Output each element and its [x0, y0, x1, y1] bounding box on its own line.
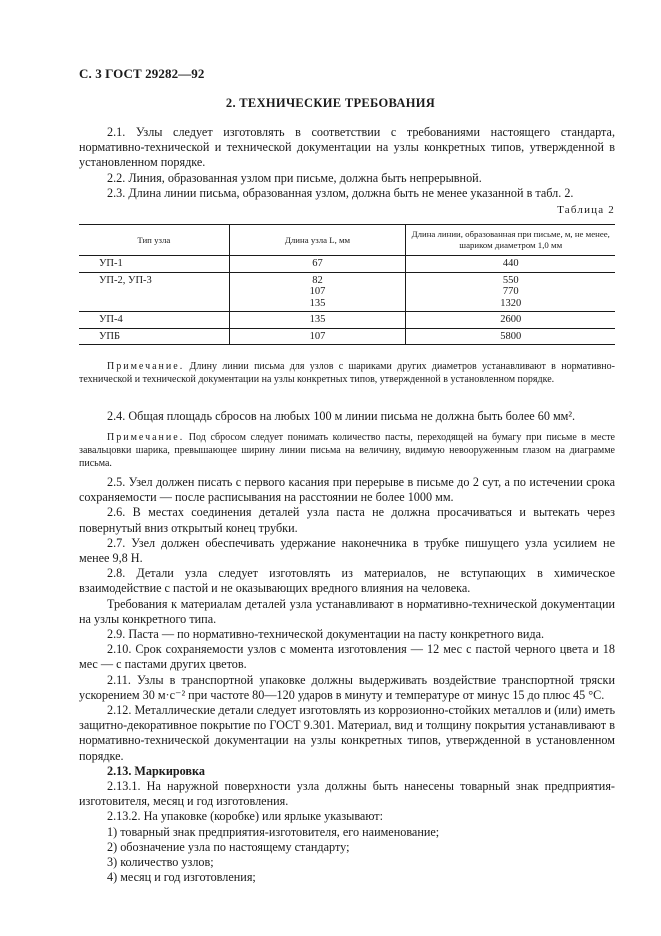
table-header-row [79, 225, 615, 256]
note-text: Под сбросом следует понимать количество пасты, переходящей на бумагу при письме в месте завальцовки шарика, превышающее ширину линии письма на величину, видимую невооруженным глазом на диаграмме письма. [79, 432, 615, 469]
clause-2-4: 2.4. Общая площадь сбросов на любых 100 м линии письма не должна быть более 60 мм². [107, 409, 576, 423]
cell-line [406, 272, 615, 312]
note-label: Примечание. [107, 361, 185, 372]
cell-type: УП-2, УП-3 [79, 272, 229, 312]
list-item: 4) месяц и год изготовления; [107, 870, 256, 885]
intro-paragraphs [79, 125, 615, 201]
clause-2-8-materials: Требования к материалам деталей узла устанавливают в нормативно-технической документации на узлы конкретного типа. [79, 596, 615, 626]
clause-2-5: 2.5. Узел должен писать с первого касания при перерыве в письме до 2 сут, а по истечении срока сохраняемости — после расписывания на расстоянии не более 1000 мм. [79, 475, 615, 505]
clause-2-9: 2.9. Паста — по нормативно-технической документации на пасту конкретного вида. [107, 627, 545, 642]
cell-line: 5800 [406, 328, 615, 345]
cell-type: УП-1 [99, 258, 123, 269]
line-value: 550 [502, 274, 519, 286]
clause-2-13-1: 2.13.1. На наружной поверхности узла должны быть нанесены товарный знак предприятия-изготовителя, месяц и год изготовления. [79, 779, 615, 809]
table-row [79, 272, 615, 312]
table-2 [79, 224, 615, 345]
header-length: Длина узла L, мм [229, 225, 406, 256]
clause-2-7: 2.7. Узел должен обеспечивать удержание наконечника в трубке пишущего узла усилием не менее 9,8 Н. [79, 535, 615, 566]
page-header: С. 3 ГОСТ 29282—92 [79, 66, 205, 81]
clause-2-13-2: 2.13.2. На упаковке (коробке) или ярлыке указывают: [107, 809, 384, 824]
cell-line: 2600 [406, 312, 615, 329]
line-value: 1320 [500, 297, 522, 309]
length-value: 82 [312, 274, 323, 286]
clause-2-6: 2.6. В местах соединения деталей узла паста не должна просачиваться и вытекать через повернутый вниз открытый конец трубки. [79, 505, 615, 535]
table-row [79, 328, 615, 345]
note-2 [79, 431, 615, 470]
cell-length: 135 [229, 312, 406, 329]
section-title: 2. ТЕХНИЧЕСКИЕ ТРЕБОВАНИЯ [225, 96, 436, 110]
clause-2-2: 2.2. Линия, образованная узлом при письме, должна быть непрерывной. [107, 170, 482, 185]
table-row [79, 256, 615, 273]
table-row [79, 312, 615, 329]
note-text: Длину линии письма для узлов с шариками других диаметров устанавливают в нормативно-технической и технической документации на узлы конкретных типов, утвержденной в установленном порядке. [79, 361, 615, 385]
cell-length: 107 [229, 328, 406, 345]
table-caption: Таблица 2 [557, 204, 615, 216]
line-value: 770 [502, 286, 519, 297]
clause-2-10: 2.10. Срок сохраняемости узлов с момента изготовления — 12 мес с пастой черного цвета и 18 мес — с пастами других цветов. [79, 642, 615, 672]
cell-length [229, 272, 406, 312]
cell-type: УП-4 [79, 312, 229, 329]
clause-2-3: 2.3. Длина линии письма, образованная узлом, должна быть не менее указанной в табл. 2. [107, 185, 574, 200]
cell-length: 67 [229, 256, 406, 273]
header-line-length: Длина линии, образованная при письме, м, не менее, шариком диаметром 1,0 мм [406, 225, 615, 256]
header-type: Тип узла [79, 225, 229, 256]
heading-2-13: 2.13. Маркировка [107, 763, 205, 778]
cell-line: 440 [406, 256, 615, 273]
clause-2-1: 2.1. Узлы следует изготовлять в соответствии с требованиями настоящего стандарта, нормативно-технической и технической документации на узлы конкретных типов, утвержденной в установленном порядке. [79, 125, 615, 170]
clauses-body [79, 475, 615, 885]
clause-2-4-block [79, 409, 615, 424]
cell-type: УПБ [79, 328, 229, 345]
list-item: 1) товарный знак предприятия-изготовителя, его наименование; [107, 824, 440, 839]
note-label: Примечание. [107, 432, 185, 443]
list-item: 2) обозначение узла по настоящему стандарту; [107, 839, 350, 854]
note-1 [79, 360, 615, 386]
list-item: 3) количество узлов; [107, 855, 214, 870]
clause-2-12: 2.12. Металлические детали следует изготовлять из коррозионно-стойких металлов и (или) иметь защитно-декоративное покрытие по ГОСТ 9.301. Материал, вид и толщину покрытия устанавливают в нормативно-технической документации на узлы конкретных типов, утвержденной в установленном порядке. [79, 703, 615, 763]
length-value: 107 [309, 286, 326, 297]
clause-2-11: 2.11. Узлы в транспортной упаковке должны выдерживать воздействие транспортной тряски ускорением 30 м·с⁻² при частоте 80—120 ударов в минуту и температуре от минус 15 до плюс 45 °С. [79, 672, 615, 702]
length-value: 135 [309, 297, 326, 309]
clause-2-8: 2.8. Детали узла следует изготовлять из материалов, не вступающих в химическое взаимодействие с пастой и не оказывающих вредного влияния на человека. [79, 566, 615, 596]
